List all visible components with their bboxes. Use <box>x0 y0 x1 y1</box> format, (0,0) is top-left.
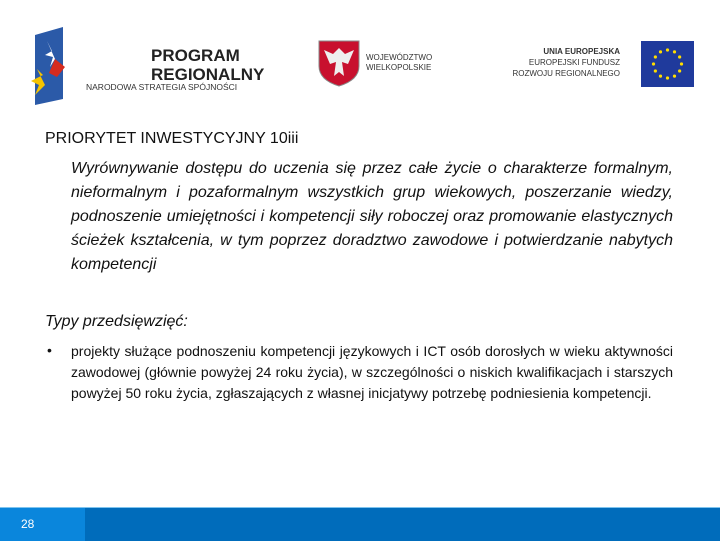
eu-fund-label: UNIA EUROPEJSKA EUROPEJSKI FUNDUSZ ROZWOJU REGIONALNEGO <box>512 47 620 78</box>
wielkopolska-coat-of-arms-icon <box>318 40 360 87</box>
eu-star-icon <box>666 76 669 79</box>
eu-star-icon <box>678 69 681 72</box>
eu-star-icon <box>652 62 655 65</box>
eu-star-icon <box>680 62 683 65</box>
program-regionalny-subtitle: NARODOWA STRATEGIA SPÓJNOŚCI <box>86 82 238 92</box>
page-number: 28 <box>0 508 85 541</box>
eu-star-icon <box>673 50 676 53</box>
eu-star-icon <box>659 50 662 53</box>
program-regionalny-title: PROGRAM REGIONALNY <box>151 46 265 84</box>
eu-star-icon <box>666 48 669 51</box>
eu-star-icon <box>673 75 676 78</box>
footer-bar <box>0 507 720 541</box>
wojewodztwo-label: WOJEWÓDZTWO WIELKOPOLSKIE <box>366 53 433 72</box>
priority-description: Wyrównywanie dostępu do uczenia się przez całe życie o charakterze formalnym, nieformalnym i pozaformalnym wszystkich grup wiekowych, poszerzanie wiedzy, podnoszenie umiejętności i kompetencji siły roboczej oraz promowanie elastycznych ścieżek kształcenia, w tym poprzez doradztwo zawodowe i potwierdzanie nabytych kompetencji <box>71 160 673 273</box>
bullet-marker: • <box>47 342 52 358</box>
eu-star-icon <box>654 69 657 72</box>
eu-star-icon <box>678 55 681 58</box>
eu-star-icon <box>654 55 657 58</box>
program-regionalny-logo <box>25 27 75 105</box>
bullet-item: projekty służące podnoszeniu kompetencji językowych i ICT osób dorosłych w wieku aktywności zawodowej (głównie powyżej 24 roku życia), w szczególności o niskich kwalifikacjach i starszych powyżej 50 roku życia, zgłaszających z własnej inicjatywy potrzebę podniesienia kompetencji. <box>71 343 673 401</box>
eu-star-icon <box>659 75 662 78</box>
priority-heading: PRIORYTET INWESTYCYJNY 10iii <box>45 130 299 147</box>
types-label: Typy przedsięwzięć: <box>45 313 188 330</box>
eu-flag-icon <box>641 41 694 87</box>
